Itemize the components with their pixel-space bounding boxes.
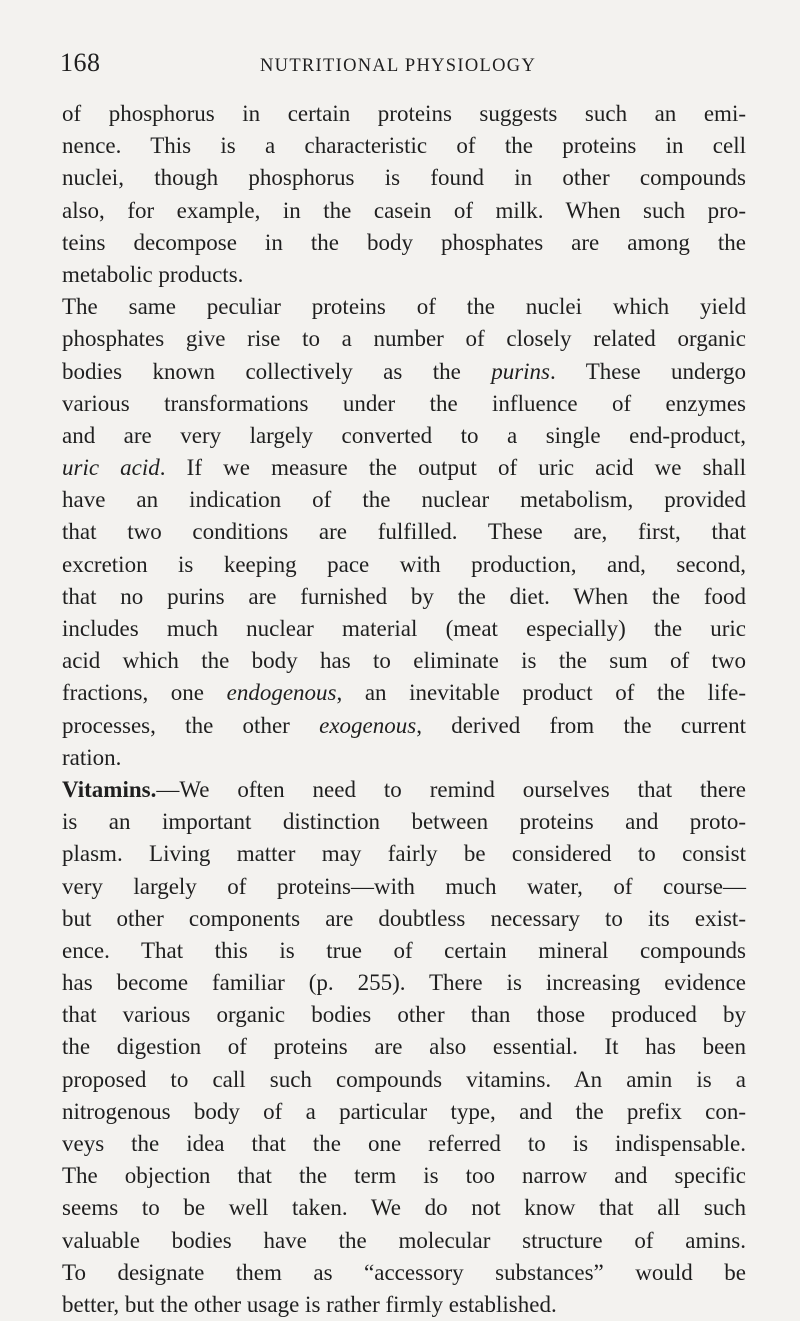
text-line: [62, 452, 746, 484]
running-head: [60, 48, 760, 88]
text-line: have an indication of the nuclear metabolism, provided: [62, 487, 746, 513]
text-line: that no purins are furnished by the diet. When the food: [62, 583, 746, 609]
term-uric-acid: uric acid: [62, 455, 160, 481]
text-line: [62, 677, 746, 709]
text-line: includes much nuclear material (meat especially) the uric: [62, 616, 746, 641]
text-line: teins decompose in the body phosphates are among the: [62, 229, 746, 255]
text-line: ence. That this is true of certain mineral compounds: [62, 937, 746, 963]
text-line: that various organic bodies other than those produced by: [62, 1002, 746, 1028]
text-run: —We often need to remind ourselves that there: [156, 776, 746, 802]
text-line: very largely of proteins—with much water, of course—: [62, 873, 746, 899]
text-line: nence. This is a characteristic of the proteins in cell: [62, 133, 746, 159]
text-line: The objection that the term is too narrow and specific: [62, 1163, 746, 1189]
term-endogenous: endogenous: [226, 680, 337, 706]
text-line: plasm. Living matter may fairly be considered to consist: [62, 841, 746, 867]
text-run: . If we measure the output of uric acid we shall: [159, 455, 747, 481]
text-line: [62, 710, 746, 742]
text-line: [62, 774, 746, 806]
text-run: bodies known collectively as the: [62, 358, 492, 384]
text-line: the digestion of proteins are also essential. It has been: [62, 1034, 746, 1060]
term-exogenous: exogenous: [319, 712, 417, 738]
text-line: To designate them as “accessory substances” would be: [62, 1259, 746, 1285]
text-line: nuclei, though phosphorus is found in other compounds: [62, 165, 746, 191]
text-line: of phosphorus in certain proteins suggests such an emi-: [62, 101, 746, 126]
text-line: but other components are doubtless necessary to its exist-: [62, 905, 746, 931]
text-line: nitrogenous body of a particular type, and the prefix con-: [62, 1098, 746, 1124]
text-line: [62, 356, 746, 388]
text-line: acid which the body has to eliminate is the sum of two: [62, 648, 746, 674]
text-line: excretion is keeping pace with production, and, second,: [62, 551, 746, 577]
text-line: is an important distinction between proteins and proto-: [62, 809, 746, 835]
text-line: phosphates give rise to a number of closely related organic: [62, 326, 746, 352]
body-text: [62, 98, 746, 1321]
text-line: also, for example, in the casein of milk. When such pro-: [62, 197, 746, 223]
text-line: proposed to call such compounds vitamins. An amin is a: [62, 1066, 746, 1092]
text-run: , an inevitable product of the life-: [336, 680, 746, 706]
text-line: veys the idea that the one referred to is indispensable.: [62, 1131, 746, 1156]
text-line: and are very largely converted to a single end-product,: [62, 422, 746, 448]
text-line: ration.: [62, 744, 122, 770]
text-run: . These undergo: [550, 358, 746, 384]
text-line: has become familiar (p. 255). There is increasing evidence: [62, 970, 746, 996]
text-run: fractions, one: [62, 680, 227, 706]
text-line: various transformations under the influence of enzymes: [62, 390, 746, 416]
section-heading-vitamins: Vitamins.: [62, 776, 157, 802]
text-line: The same peculiar proteins of the nuclei which yield: [62, 294, 746, 320]
page-number: 168: [60, 48, 101, 77]
text-run: , derived from the current: [416, 712, 746, 738]
text-line: metabolic products.: [62, 261, 244, 287]
text-line: that two conditions are fulfilled. These are, first, that: [62, 519, 746, 545]
term-purins: purins: [491, 358, 550, 384]
text-line: better, but the other usage is rather firmly established.: [62, 1291, 557, 1317]
text-run: processes, the other: [62, 712, 320, 738]
running-title: NUTRITIONAL PHYSIOLOGY: [260, 56, 537, 76]
text-line: valuable bodies have the molecular structure of amins.: [62, 1227, 746, 1253]
text-line: seems to be well taken. We do not know that all such: [62, 1195, 746, 1221]
